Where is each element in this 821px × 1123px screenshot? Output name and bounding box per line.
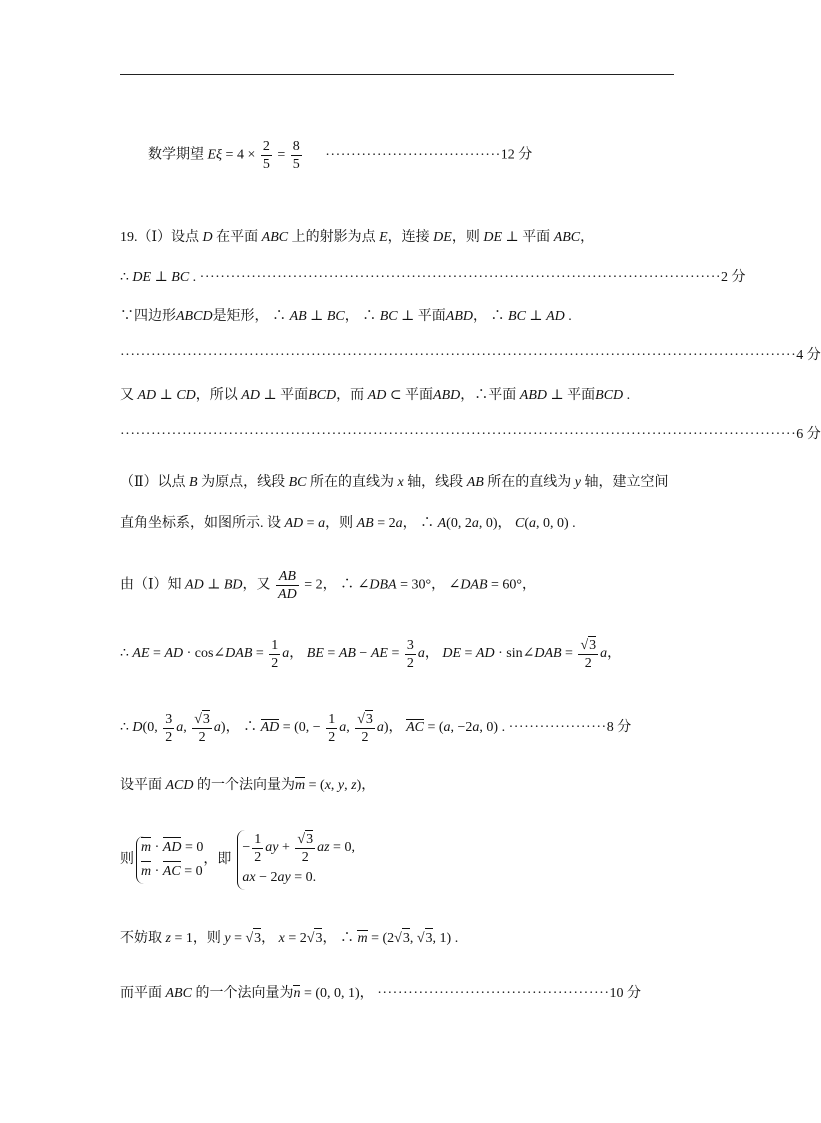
part-2-line-3: 由（Ⅰ）知 AD ⊥ BD，又 $\frac{AB}{AD}$ = 2， ∴ ∠DBA = 30°， ∠DAB = 60°， — [120, 569, 537, 602]
problem-19-line-4: ···································································································································4 分 — [120, 348, 821, 363]
score-label: 12 分 — [500, 147, 533, 163]
problem-19-line-6: ···································································································································6 分 — [120, 427, 821, 442]
header-rule — [120, 74, 674, 75]
part-2-line-4: ∴ AE = AD · cos∠DAB = $\frac{1}{2}$ a， BE = AB − AE = $\frac{3}{2}$ a， DE = AD · sin∠DAB = $\frac{√3}{2}$ a， — [120, 637, 622, 671]
part-2-line-7: 则 m · AD = 0 m · AC = 0 ，即 − $\frac{1}{2}$ ay + $\frac{√3}{2}$ az = 0, ax − 2ay = 0. — [120, 830, 355, 890]
problem-19-line-5: 又 AD ⊥ CD，所以 AD ⊥ 平面BCD，而 AD ⊂ 平面ABD，∴平面 ABD ⊥ 平面BCD . — [120, 388, 631, 403]
expectation-line: 数学期望 Eξ = 4 × $\frac{2}{5}$ = $\frac{8}{5}$ ··································12 分 — [148, 139, 533, 172]
part-2-line-8: 不妨取 z = 1，则 y = √3， x = 2√3， ∴ m = (2√3, √3, 1) . — [120, 928, 458, 949]
part-2-line-9: 而平面 ABC 的一个法向量为n = (0, 0, 1)， ·············································10 分 — [120, 984, 641, 1004]
part-2-line-1: （Ⅱ）以点 B 为原点，线段 BC 所在的直线为 x 轴，线段 AB 所在的直线为 y 轴，建立空间 — [120, 475, 669, 490]
problem-19-line-1: 19.（Ⅰ）设点 D 在平面 ABC 上的射影为点 E，连接 DE，则 DE ⊥ 平面 ABC， — [120, 230, 595, 245]
part-2-line-5: ∴ D(0, $\frac{3}{2}$ a, $\frac{√3}{2}$ a)， ∴ AD = (0, − $\frac{1}{2}$ a, $\frac{√3}{2}$ a)， AC = (a, −2a, 0) . ···················8 分 — [120, 711, 632, 745]
part-2-line-6: 设平面 ACD 的一个法向量为m = (x, y, z)， — [120, 776, 375, 796]
problem-19-line-3: ∵四边形ABCD是矩形， ∴ AB ⊥ BC， ∴ BC ⊥ 平面ABD， ∴ BC ⊥ AD . — [120, 309, 572, 324]
expectation-label: 数学期望 — [148, 147, 204, 163]
part-2-line-2: 直角坐标系，如图所示. 设 AD = a，则 AB = 2a， ∴ A(0, 2a, 0)， C(a, 0, 0) . — [120, 516, 576, 531]
problem-19-line-2: ∴ DE ⊥ BC . ·····································································································2 分 — [120, 270, 746, 285]
